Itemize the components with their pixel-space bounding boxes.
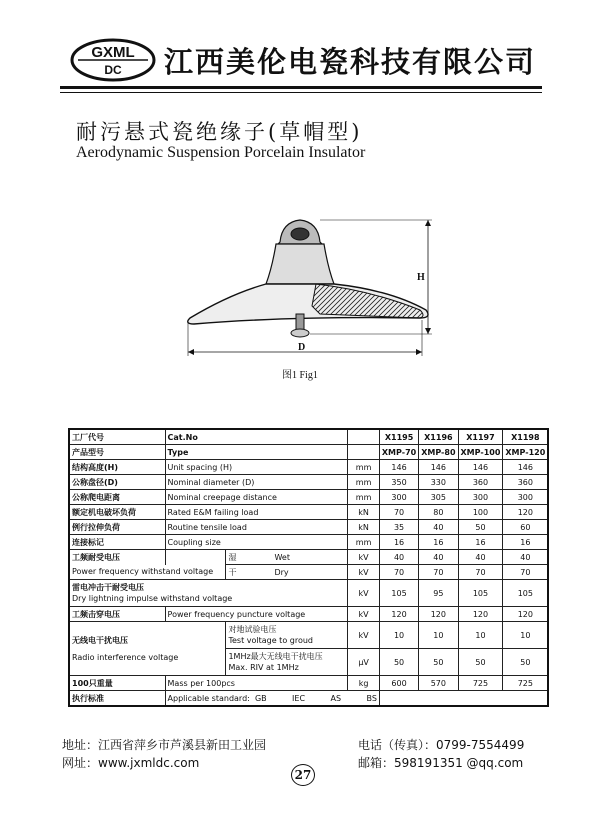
value-cell: XMP-80 xyxy=(419,445,458,460)
value-cell: 10 xyxy=(419,622,458,649)
value-cell: 50 xyxy=(379,649,418,676)
row-unit: kN xyxy=(348,505,380,520)
row-label-en: Nominal diameter (D) xyxy=(165,475,348,490)
riv-test-cn: 对地试验电压 xyxy=(228,625,277,634)
wet-label xyxy=(226,550,348,565)
value-cell: 105 xyxy=(458,580,503,607)
phone-label: 电话（传真）： xyxy=(358,738,437,752)
table-row xyxy=(69,460,548,475)
value-cell: 35 xyxy=(379,520,418,535)
value-cell: 50 xyxy=(503,649,548,676)
row-unit: kN xyxy=(348,520,380,535)
table-row xyxy=(69,676,548,691)
row-unit: kV xyxy=(348,607,380,622)
table-row xyxy=(69,520,548,535)
value-cell: 40 xyxy=(419,550,458,565)
row-label-en: Mass per 100pcs xyxy=(165,676,348,691)
value-cell: 10 xyxy=(458,622,503,649)
dry-label-cn: 干 xyxy=(228,567,237,577)
table-row xyxy=(69,565,548,580)
product-title-english: Aerodynamic Suspension Porcelain Insulator xyxy=(76,144,366,161)
value-cell: XMP-120 xyxy=(503,445,548,460)
website-value: www.jxmldc.com xyxy=(98,756,200,770)
company-name: 江西美伦电瓷科技有限公司 xyxy=(164,45,537,79)
logo-text-bottom: DC xyxy=(104,63,122,77)
company-logo xyxy=(70,38,156,82)
product-title-chinese: 耐污悬式瓷绝缘子(草帽型) xyxy=(76,120,363,144)
riv-test-label xyxy=(226,622,348,649)
value-cell: 10 xyxy=(503,622,548,649)
insulator-head xyxy=(266,244,334,284)
wet-label-en: Wet xyxy=(274,552,290,562)
value-cell: 300 xyxy=(379,490,418,505)
table-row xyxy=(69,580,548,607)
value-cell: X1196 xyxy=(419,429,458,445)
riv-max-cn: 1MHz最大无线电干扰电压 xyxy=(228,652,323,661)
page-number: 27 xyxy=(291,764,315,786)
specification-table xyxy=(68,428,549,707)
row-unit: mm xyxy=(348,490,380,505)
row-label-cn: 公称盘径(D) xyxy=(69,475,165,490)
value-cell: 16 xyxy=(379,535,418,550)
logo-text-top: GXML xyxy=(91,44,135,61)
row-label-en: Coupling size xyxy=(165,535,348,550)
figure-caption: 图1 Fig1 xyxy=(282,370,318,381)
row-unit xyxy=(348,429,380,445)
website-label: 网址： xyxy=(62,756,99,770)
footer-website xyxy=(62,754,199,771)
row-label-en: Power frequency puncture voltage xyxy=(165,607,348,622)
value-cell: 350 xyxy=(379,475,418,490)
row-label-en: Rated E&M failing load xyxy=(165,505,348,520)
value-cell: 40 xyxy=(419,520,458,535)
value-cell: 70 xyxy=(458,565,503,580)
value-cell: 725 xyxy=(503,676,548,691)
standard-blank xyxy=(379,691,548,707)
row-unit: mm xyxy=(348,475,380,490)
row-unit xyxy=(348,445,380,460)
row-unit: mm xyxy=(348,535,380,550)
row-label-en: Nominal creepage distance xyxy=(165,490,348,505)
row-label-en: Dry lightning impulse withstand voltage xyxy=(72,594,233,603)
riv-label xyxy=(69,622,226,676)
row-label-cn: 额定机电破坏负荷 xyxy=(69,505,165,520)
table-row xyxy=(69,490,548,505)
header-rule-thin xyxy=(60,92,542,93)
value-cell: 120 xyxy=(379,607,418,622)
table-row xyxy=(69,691,548,707)
value-cell: 60 xyxy=(503,520,548,535)
value-cell: 146 xyxy=(379,460,418,475)
insulator-drawing xyxy=(170,210,450,370)
value-cell: 70 xyxy=(503,565,548,580)
value-cell: 120 xyxy=(458,607,503,622)
row-label-en: Routine tensile load xyxy=(165,520,348,535)
row-label-en: Type xyxy=(165,445,348,460)
dimension-d-label: D xyxy=(298,342,306,353)
value-cell: 725 xyxy=(458,676,503,691)
spacer-cell xyxy=(165,550,226,565)
value-cell: 16 xyxy=(503,535,548,550)
value-cell: 95 xyxy=(419,580,458,607)
row-label-en: Cat.No xyxy=(165,429,348,445)
value-cell: 50 xyxy=(458,649,503,676)
value-cell: 300 xyxy=(458,490,503,505)
table-row xyxy=(69,550,548,565)
row-label-en: Unit spacing (H) xyxy=(165,460,348,475)
dry-label xyxy=(226,565,348,580)
value-cell: 50 xyxy=(419,649,458,676)
footer-phone xyxy=(358,736,524,753)
riv-test-en: Test voltage to groud xyxy=(228,636,313,645)
value-cell: 600 xyxy=(379,676,418,691)
phone-value: 0799-7554499 xyxy=(436,738,525,752)
row-label-cn: 工厂代号 xyxy=(69,429,165,445)
dimension-h-label: H xyxy=(417,272,425,283)
value-cell: 120 xyxy=(503,607,548,622)
row-unit: kV xyxy=(348,622,380,649)
lightning-label xyxy=(69,580,348,607)
table-row xyxy=(69,429,548,445)
address-value: 江西省萍乡市芦溪县新田工业园 xyxy=(98,738,267,752)
riv-max-en: Max. RIV at 1MHz xyxy=(228,663,299,672)
value-cell: X1195 xyxy=(379,429,418,445)
value-cell: 16 xyxy=(458,535,503,550)
value-cell: 100 xyxy=(458,505,503,520)
table-row xyxy=(69,535,548,550)
row-unit: kV xyxy=(348,580,380,607)
row-label-cn: 工频击穿电压 xyxy=(69,607,165,622)
address-label: 地址： xyxy=(62,738,99,752)
value-cell: 330 xyxy=(419,475,458,490)
email-label: 邮箱： xyxy=(358,756,395,770)
value-cell: 10 xyxy=(379,622,418,649)
value-cell: 146 xyxy=(419,460,458,475)
dry-label-en: Dry xyxy=(274,567,289,577)
value-cell: 360 xyxy=(503,475,548,490)
table-row xyxy=(69,505,548,520)
row-unit: kg xyxy=(348,676,380,691)
value-cell: 50 xyxy=(458,520,503,535)
value-cell: 70 xyxy=(419,565,458,580)
row-label-cn: 公称爬电距离 xyxy=(69,490,165,505)
row-label-en: Radio interference voltage xyxy=(72,652,179,662)
value-cell: 70 xyxy=(379,565,418,580)
table-row xyxy=(69,607,548,622)
row-label-cn: 结构高度(H) xyxy=(69,460,165,475)
value-cell: 80 xyxy=(419,505,458,520)
value-cell: 105 xyxy=(503,580,548,607)
value-cell: 16 xyxy=(419,535,458,550)
row-label-cn: 100只重量 xyxy=(69,676,165,691)
value-cell: 105 xyxy=(379,580,418,607)
row-unit: μV xyxy=(348,649,380,676)
value-cell: 146 xyxy=(503,460,548,475)
value-cell: 40 xyxy=(458,550,503,565)
value-cell: 305 xyxy=(419,490,458,505)
row-label-cn: 无线电干扰电压 xyxy=(72,635,128,645)
footer-address xyxy=(62,736,266,753)
row-label-cn: 连接标记 xyxy=(69,535,165,550)
table-row xyxy=(69,445,548,460)
table-row xyxy=(69,622,548,649)
value-cell: XMP-70 xyxy=(379,445,418,460)
value-cell: X1197 xyxy=(458,429,503,445)
row-label-cn: 雷电冲击干耐受电压 xyxy=(72,583,144,592)
value-cell: 70 xyxy=(379,505,418,520)
value-cell: 570 xyxy=(419,676,458,691)
value-cell: 40 xyxy=(379,550,418,565)
row-label-en: Power frequency withstand voltage xyxy=(69,565,226,580)
wet-label-cn: 湿 xyxy=(228,552,237,562)
row-unit: mm xyxy=(348,460,380,475)
value-cell: X1198 xyxy=(503,429,548,445)
value-cell: 120 xyxy=(419,607,458,622)
row-unit: kV xyxy=(348,550,380,565)
specification-table-body xyxy=(69,429,548,706)
email-value: 598191351 @qq.com xyxy=(394,756,524,770)
row-unit: kV xyxy=(348,565,380,580)
value-cell: 360 xyxy=(458,475,503,490)
value-cell: 146 xyxy=(458,460,503,475)
value-cell: 300 xyxy=(503,490,548,505)
row-label-cn: 产品型号 xyxy=(69,445,165,460)
row-label-cn: 工频耐受电压 xyxy=(69,550,165,565)
table-row xyxy=(69,475,548,490)
standard-value: Applicable standard: GB IEC AS BS xyxy=(165,691,379,707)
row-label-cn: 例行拉伸负荷 xyxy=(69,520,165,535)
riv-max-label xyxy=(226,649,348,676)
value-cell: 40 xyxy=(503,550,548,565)
value-cell: XMP-100 xyxy=(458,445,503,460)
row-label-cn: 执行标准 xyxy=(69,691,165,707)
footer-email xyxy=(358,754,523,771)
header-rule-thick xyxy=(60,86,542,89)
value-cell: 120 xyxy=(503,505,548,520)
